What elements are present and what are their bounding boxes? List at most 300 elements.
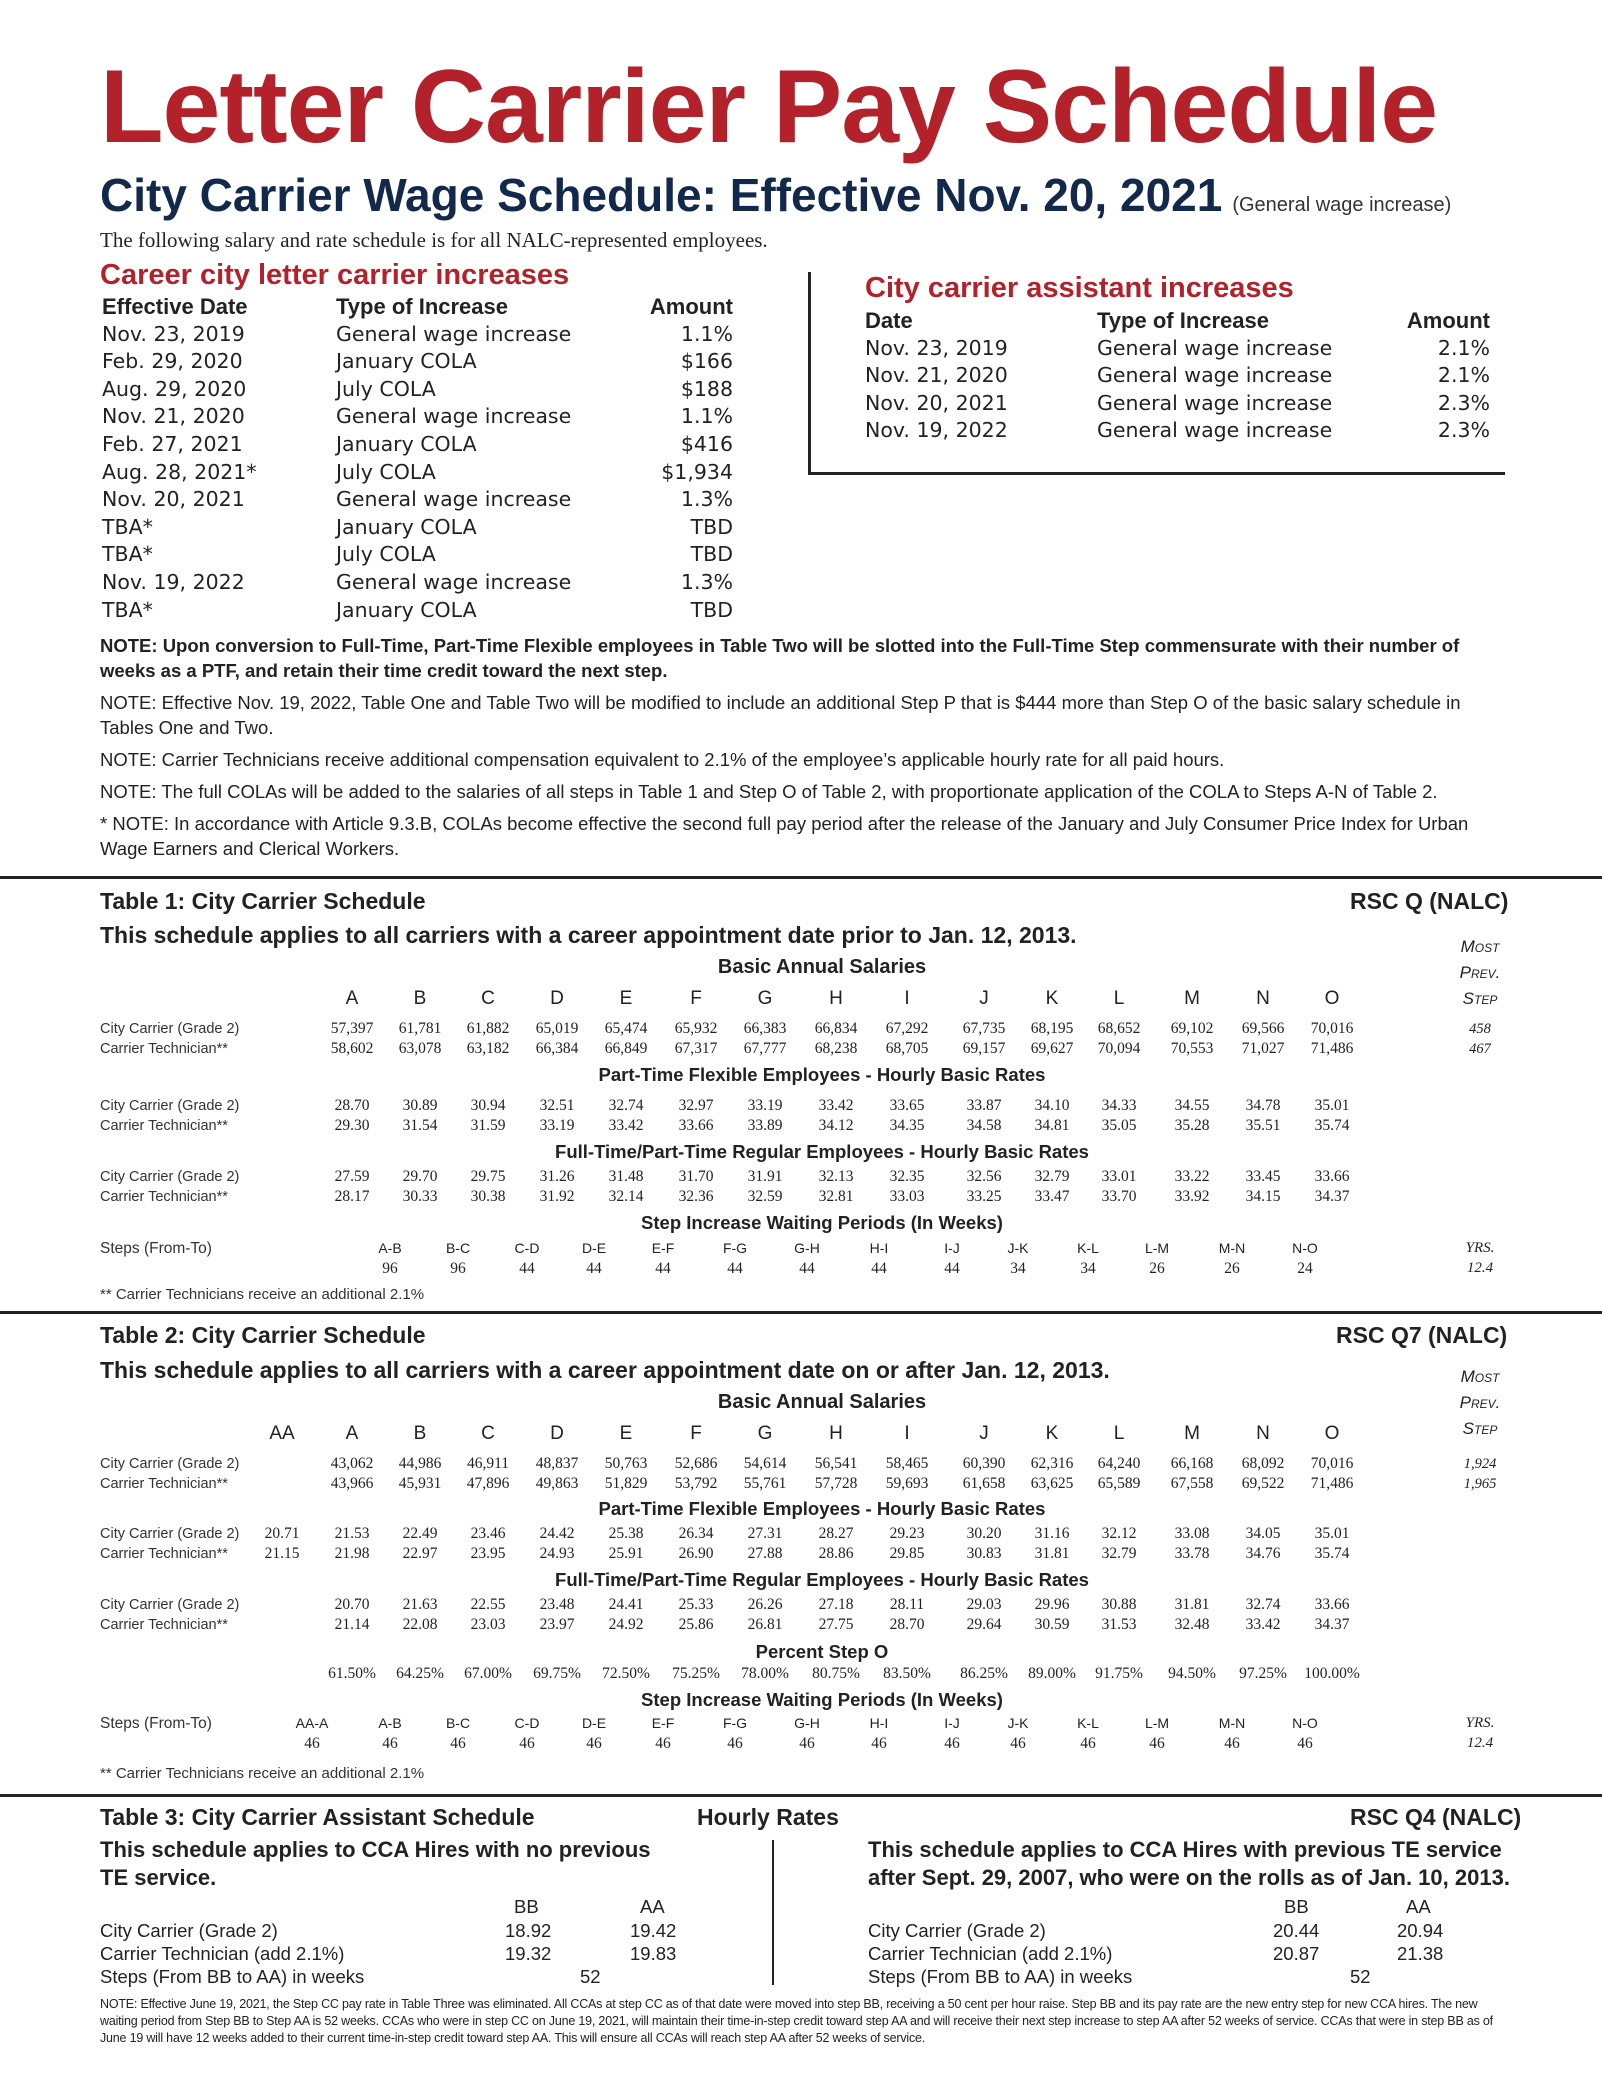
table1-ft-city: 32.35 — [889, 1168, 925, 1185]
note-carrier-technicians: NOTE: Carrier Technicians receive additional compensation equivalent to 2.1% of the employee’s applicable hourly rate for all paid hours. — [100, 749, 1225, 770]
table1-ft-tech: 32.59 — [747, 1188, 783, 1205]
table2-salary-city: 60,390 — [962, 1455, 1006, 1472]
table1-salary-tech: 66,849 — [604, 1040, 648, 1057]
row-label-tech: Carrier Technician** — [100, 1546, 228, 1562]
table2-ft-city: 33.66 — [1314, 1596, 1350, 1613]
table2-pct: 86.25% — [960, 1665, 1008, 1682]
table2-ptf-city: 33.08 — [1174, 1525, 1210, 1542]
table2-step-header: F — [690, 1423, 702, 1444]
table2-ft-tech: 32.48 — [1174, 1616, 1210, 1633]
table1-ptf-city: 28.70 — [334, 1097, 370, 1114]
table2-ft-tech: 23.03 — [470, 1616, 506, 1633]
table3-right-bb: BB — [1284, 1896, 1309, 1917]
table2-pct: 97.25% — [1239, 1665, 1287, 1682]
table2-ft-tech: 21.14 — [334, 1616, 370, 1633]
table2-ptf-city: 31.16 — [1034, 1525, 1070, 1542]
career-col-amount: Amount — [649, 294, 733, 319]
table2-pct: 100.00% — [1304, 1665, 1360, 1682]
row-label-tech: Carrier Technician** — [100, 1041, 228, 1057]
wait-weeks: 34 — [1080, 1260, 1096, 1277]
table1-salary-tech: 70,094 — [1097, 1040, 1141, 1057]
table1-ft-city: 31.70 — [678, 1168, 714, 1185]
wait-step: A-B — [378, 1240, 402, 1256]
career-header-row — [100, 293, 740, 320]
cca-box-left-border — [808, 272, 811, 474]
cca-amount: 2.1% — [1437, 335, 1490, 360]
row-label-tech: Carrier Technician** — [100, 1617, 228, 1633]
table1-ft-tech: 31.92 — [539, 1188, 575, 1205]
table2-ptf-city: 28.27 — [818, 1525, 854, 1542]
table2-top-rule — [0, 1311, 1602, 1314]
table1-title: Table 1: City Carrier Schedule — [100, 888, 426, 914]
table2-mps-label: Most Prev. Step — [1459, 1367, 1501, 1438]
career-row — [100, 459, 740, 486]
table2-aa-header: AA — [269, 1423, 295, 1444]
table1-ft-tech: 28.17 — [334, 1188, 370, 1205]
table2-ptf-tech: 30.83 — [966, 1545, 1002, 1562]
table2-ptf-tech: 35.74 — [1314, 1545, 1350, 1562]
table2-applies: This schedule applies to all carriers with a career appointment date on or after Jan. 12, 2013. — [100, 1357, 1110, 1383]
table1-ft-heading: Full-Time/Part-Time Regular Employees - Hourly Basic Rates — [555, 1141, 1089, 1162]
wait-label: Steps (From-To) — [100, 1715, 212, 1732]
table1-step-header: C — [481, 988, 495, 1009]
table1-footnote: ** Carrier Technicians receive an additional 2.1% — [100, 1286, 425, 1303]
wait-weeks: 46 — [450, 1735, 466, 1752]
table2-ptf-tech: 23.95 — [470, 1545, 506, 1562]
table1-ft-tech: 33.47 — [1034, 1188, 1070, 1205]
table1-mps-label: Most Prev. Step — [1459, 937, 1501, 1008]
table3-left-tech-aa: 19.83 — [630, 1943, 677, 1964]
career-increases-table — [100, 293, 740, 623]
yrs-value: 12.4 — [1466, 1735, 1494, 1751]
table3-left-tech-label: Carrier Technician (add 2.1%) — [100, 1943, 345, 1964]
table2-step-header: K — [1045, 1423, 1059, 1444]
table2-salary-city: 58,465 — [885, 1455, 929, 1472]
table1-salary-city: 66,834 — [814, 1020, 858, 1037]
table1-ptf-tech: 35.51 — [1245, 1117, 1281, 1134]
subtitle-note: (General wage increase) — [1232, 194, 1452, 216]
table2-ft-city: 24.41 — [608, 1596, 644, 1613]
cca-amount: 2.1% — [1437, 363, 1490, 388]
table1-ft-city: 29.70 — [402, 1168, 438, 1185]
table1-mps-tech: 467 — [1469, 1041, 1491, 1057]
table2-step-header: J — [979, 1423, 989, 1444]
career-type: July COLA — [336, 459, 436, 484]
table1-step-header: N — [1256, 988, 1270, 1009]
table2-ft-tech: 34.37 — [1314, 1616, 1350, 1633]
table1-ptf-tech: 33.89 — [747, 1117, 783, 1134]
career-amount: $188 — [680, 376, 733, 401]
cca-date: Nov. 21, 2020 — [865, 363, 1008, 388]
table2-step-header: L — [1113, 1423, 1125, 1444]
table2-ft-tech: 31.53 — [1101, 1616, 1137, 1633]
table3-left-tech-bb: 19.32 — [505, 1943, 552, 1964]
table2-step-header: I — [904, 1423, 910, 1444]
wait-step: K-L — [1077, 1240, 1099, 1256]
wait-step: I-J — [944, 1715, 960, 1731]
table2-ptf-tech: 28.86 — [818, 1545, 854, 1562]
table2-salary-tech: 71,486 — [1310, 1475, 1354, 1492]
table1-ft-city: 33.22 — [1174, 1168, 1210, 1185]
career-type: January COLA — [336, 349, 477, 374]
wait-step: C-D — [514, 1715, 540, 1731]
table2-ft-city: 20.70 — [334, 1596, 370, 1613]
cca-type: General wage increase — [1097, 335, 1333, 360]
table2-basic-heading: Basic Annual Salaries — [717, 1391, 927, 1413]
table1-ptf-city: 35.01 — [1314, 1097, 1350, 1114]
table1-ptf-tech: 34.81 — [1034, 1117, 1070, 1134]
table3-left-steps-label: Steps (From BB to AA) in weeks — [100, 1966, 365, 1987]
table1-ft-tech: 32.36 — [678, 1188, 714, 1205]
wait-step: D-E — [581, 1715, 607, 1731]
table2-step-header: M — [1184, 1423, 1200, 1444]
table1-salary-city: 65,932 — [674, 1020, 718, 1037]
table1-salary-tech: 70,553 — [1170, 1040, 1214, 1057]
table2-pct: 91.75% — [1095, 1665, 1143, 1682]
table2-ft-tech: 29.64 — [966, 1616, 1002, 1633]
career-type: January COLA — [336, 514, 477, 539]
career-type: General wage increase — [336, 404, 572, 429]
table1-ft-city: 33.66 — [1314, 1168, 1350, 1185]
cca-date: Nov. 23, 2019 — [865, 335, 1008, 360]
wait-label: Steps (From-To) — [100, 1240, 212, 1257]
table1-salary-tech: 66,384 — [535, 1040, 579, 1057]
table1-ptf-tech: 35.05 — [1101, 1117, 1137, 1134]
wait-step: G-H — [794, 1240, 820, 1256]
table1-ft-city: 31.26 — [539, 1168, 575, 1185]
table2-ft-city: 29.96 — [1034, 1596, 1070, 1613]
table2-ptf-tech: 22.97 — [402, 1545, 438, 1562]
table3-divider — [772, 1840, 774, 1985]
table2-step-header: N — [1256, 1423, 1270, 1444]
row-label-city: City Carrier (Grade 2) — [100, 1526, 240, 1542]
table2-salary-tech: 43,966 — [330, 1475, 374, 1492]
table3-rsc: RSC Q4 (NALC) — [1350, 1804, 1522, 1830]
table1-ft-city: 33.01 — [1101, 1168, 1137, 1185]
table3-right-applies: This schedule applies to CCA Hires with previous TE service after Sept. 29, 2007, who were on the rolls as of Jan. 10, 2013. — [868, 1837, 1510, 1890]
table2-salary-tech: 47,896 — [466, 1475, 510, 1492]
table2-ft-city: 22.55 — [470, 1596, 506, 1613]
table2-salary-city: 62,316 — [1030, 1455, 1074, 1472]
career-date: TBA* — [102, 542, 153, 567]
career-type: General wage increase — [336, 321, 572, 346]
table1-ft-city: 31.48 — [608, 1168, 644, 1185]
wait-step: L-M — [1144, 1715, 1170, 1731]
table1-salary-tech: 58,602 — [330, 1040, 374, 1057]
table1-step-header: M — [1184, 988, 1200, 1009]
table2-ptf-tech: 21.98 — [334, 1545, 370, 1562]
table1-step-header: G — [757, 988, 773, 1009]
table1-ft-city: 32.79 — [1034, 1168, 1070, 1185]
table1-salary-tech: 71,027 — [1241, 1040, 1285, 1057]
table2-pct-heading: Percent Step O — [755, 1641, 889, 1662]
table1-ptf-city: 32.97 — [678, 1097, 714, 1114]
career-date: TBA* — [102, 514, 153, 539]
wait-weeks: 96 — [450, 1260, 466, 1277]
cca-increases-table — [865, 307, 1495, 447]
career-row — [100, 569, 740, 596]
note-conversion: NOTE: Upon conversion to Full-Time, Part-Time Flexible employees in Table Two will be slotted into the Full-Time Step commensurate with their number of weeks as a PTF, and retain their time credit toward the next step. — [100, 635, 1460, 681]
wait-weeks: 46 — [382, 1735, 398, 1752]
wait-step: N-O — [1292, 1240, 1318, 1256]
table1-ft-tech: 33.25 — [966, 1188, 1002, 1205]
career-amount: $416 — [680, 432, 733, 456]
intro-text: The following salary and rate schedule is for all NALC-represented employees. — [100, 228, 768, 252]
wait-step: M-N — [1218, 1240, 1246, 1256]
table2-ptf-tech: 26.90 — [678, 1545, 714, 1562]
table2-wait-heading: Step Increase Waiting Periods (In Weeks) — [641, 1689, 1003, 1710]
cca-increases-heading: City carrier assistant increases — [865, 272, 1294, 304]
table2-ptf-city: 35.01 — [1314, 1525, 1350, 1542]
wait-weeks: 44 — [727, 1260, 743, 1277]
table2-ptf-city: 24.42 — [539, 1525, 575, 1542]
career-date: Feb. 29, 2020 — [102, 349, 243, 374]
career-row — [100, 348, 740, 375]
career-date: Aug. 29, 2020 — [102, 376, 247, 401]
table2-ft-tech: 28.70 — [889, 1616, 925, 1633]
table3-right-weeks: 52 — [1350, 1966, 1371, 1987]
table2-salary-city: 56,541 — [814, 1455, 858, 1472]
table1-salary-city: 57,397 — [330, 1020, 374, 1037]
table2-pct: 78.00% — [741, 1665, 789, 1682]
table1-salary-tech: 67,317 — [674, 1040, 718, 1057]
table2-step-header: E — [619, 1423, 633, 1444]
table2-ft-tech: 33.42 — [1245, 1616, 1281, 1633]
table2-step-header: B — [413, 1423, 427, 1444]
table2-step-header: A — [345, 1423, 359, 1444]
table2-ptf-tech-aa: 21.15 — [264, 1545, 300, 1562]
cca-type: General wage increase — [1097, 390, 1333, 415]
table2-salary-tech: 45,931 — [398, 1475, 442, 1492]
table2-ptf-city: 29.23 — [889, 1525, 925, 1542]
table2-step-header: D — [550, 1423, 564, 1444]
table1-ptf-city: 34.78 — [1245, 1097, 1281, 1114]
table2-ptf-tech: 25.91 — [608, 1545, 644, 1562]
table1-ptf-city: 33.65 — [889, 1097, 925, 1114]
wait-weeks: 26 — [1149, 1260, 1165, 1277]
page-title: Letter Carrier Pay Schedule — [100, 49, 1438, 165]
table1-ft-city: 27.59 — [334, 1168, 370, 1185]
table2-pct: 80.75% — [812, 1665, 860, 1682]
wait-weeks: 46 — [1010, 1735, 1026, 1752]
table1-ft-tech: 32.81 — [818, 1188, 854, 1205]
table1-salary-city: 65,019 — [535, 1020, 579, 1037]
wait-weeks: 46 — [1080, 1735, 1096, 1752]
table2-pct: 67.00% — [464, 1665, 512, 1682]
table2-salary-city: 46,911 — [466, 1455, 510, 1472]
wait-weeks: 46 — [944, 1735, 960, 1752]
notes-section — [100, 633, 1510, 868]
table2-pct: 89.00% — [1028, 1665, 1076, 1682]
career-type: January COLA — [336, 432, 477, 456]
career-row — [100, 431, 740, 458]
row-label-tech: Carrier Technician** — [100, 1118, 228, 1134]
table2-ptf-tech: 34.76 — [1245, 1545, 1281, 1562]
table1-salary-tech: 68,705 — [885, 1040, 929, 1057]
career-col-type: Type of Increase — [336, 294, 508, 319]
table2-ft-city: 31.81 — [1174, 1596, 1210, 1613]
table1-step-header: H — [829, 988, 843, 1009]
table1-ptf-city: 33.87 — [966, 1097, 1002, 1114]
cca-amount: 2.3% — [1437, 418, 1490, 443]
career-row — [100, 376, 740, 403]
table1-ptf-tech: 34.58 — [966, 1117, 1002, 1134]
cca-row — [865, 390, 1495, 417]
table2-ptf-city: 26.34 — [678, 1525, 714, 1542]
yrs-label: YRS. — [1465, 1240, 1495, 1256]
table2-salary-city: 68,092 — [1241, 1455, 1285, 1472]
table2-pct: 61.50% — [328, 1665, 376, 1682]
yrs-label: YRS. — [1465, 1715, 1495, 1731]
table1-ptf-city: 30.89 — [402, 1097, 438, 1114]
table1-ft-tech: 33.70 — [1101, 1188, 1137, 1205]
wait-step: H-I — [869, 1240, 889, 1256]
wait-weeks: 44 — [655, 1260, 671, 1277]
table1-ptf-tech: 34.35 — [889, 1117, 925, 1134]
cca-date: Nov. 19, 2022 — [865, 418, 1008, 443]
wait-step: N-O — [1292, 1715, 1318, 1731]
table3-right-city-aa: 20.94 — [1397, 1920, 1444, 1941]
wait-weeks: 46 — [655, 1735, 671, 1752]
table2-salary-city: 44,986 — [398, 1455, 442, 1472]
career-amount: 1.1% — [680, 404, 733, 429]
wait-step: B-C — [445, 1715, 471, 1731]
table1-step-header: I — [904, 988, 910, 1009]
table1-salary-city: 61,781 — [398, 1020, 442, 1037]
table2-salary-tech: 49,863 — [535, 1475, 579, 1492]
table1-ft-tech: 33.03 — [889, 1188, 925, 1205]
table1-salary-city: 67,735 — [962, 1020, 1006, 1037]
table1-salary-city: 66,383 — [743, 1020, 787, 1037]
table2-ptf-city: 34.05 — [1245, 1525, 1281, 1542]
table1-salary-tech: 63,182 — [466, 1040, 510, 1057]
table2-pct: 64.25% — [396, 1665, 444, 1682]
table1-step-header: O — [1324, 988, 1340, 1009]
table1-ptf-tech: 33.66 — [678, 1117, 714, 1134]
table1-salary-city: 67,292 — [885, 1020, 929, 1037]
cca-row — [865, 362, 1495, 389]
table2-ptf-tech: 32.79 — [1101, 1545, 1137, 1562]
wait-step: D-E — [581, 1240, 607, 1256]
career-date: TBA* — [102, 597, 153, 622]
table1-ptf-heading: Part-Time Flexible Employees - Hourly Basic Rates — [598, 1064, 1046, 1085]
career-row — [100, 486, 740, 513]
wait-step: A-B — [378, 1715, 402, 1731]
cca-type: General wage increase — [1097, 363, 1333, 388]
career-row — [100, 541, 740, 568]
wait-step: F-G — [722, 1240, 748, 1256]
table1-ptf-tech: 33.19 — [539, 1117, 575, 1134]
wait-step: C-D — [514, 1240, 540, 1256]
table2-ptf-tech: 24.93 — [539, 1545, 575, 1562]
table1-ft-tech: 33.92 — [1174, 1188, 1210, 1205]
table3-left-weeks: 52 — [580, 1966, 601, 1987]
career-row — [100, 514, 740, 541]
subtitle-text: City Carrier Wage Schedule: Effective Nov. 20, 2021 — [100, 169, 1223, 221]
career-date: Aug. 28, 2021* — [102, 459, 257, 484]
table3-right-city-label: City Carrier (Grade 2) — [868, 1920, 1046, 1941]
table1-ft-tech: 34.37 — [1314, 1188, 1350, 1205]
table2-salary-city: 66,168 — [1170, 1455, 1214, 1472]
table2-salary-tech: 65,589 — [1097, 1475, 1141, 1492]
table2-ft-city: 27.18 — [818, 1596, 854, 1613]
wait-weeks: 46 — [727, 1735, 743, 1752]
table1-step-header: B — [413, 988, 427, 1009]
cca-row — [865, 335, 1495, 362]
yrs-value: 12.4 — [1466, 1260, 1494, 1276]
table2-ft-tech: 30.59 — [1034, 1616, 1070, 1633]
table1-ptf-tech: 31.59 — [470, 1117, 506, 1134]
table1-applies: This schedule applies to all carriers with a career appointment date prior to Jan. 12, 2013. — [100, 922, 1077, 948]
table2-salary-city: 54,614 — [743, 1455, 787, 1472]
table2-ft-tech: 25.86 — [678, 1616, 714, 1633]
table3-right-steps-label: Steps (From BB to AA) in weeks — [868, 1966, 1133, 1987]
table2-ft-heading: Full-Time/Part-Time Regular Employees - Hourly Basic Rates — [555, 1569, 1089, 1590]
table2-title: Table 2: City Carrier Schedule — [100, 1322, 426, 1348]
table2-ft-city: 23.48 — [539, 1596, 575, 1613]
note-article: * NOTE: In accordance with Article 9.3.B, COLAs become effective the second full pay period after the release of the January and July Consumer Price Index for Urban Wage Earners and Clerical Workers. — [100, 813, 1469, 859]
wait-weeks: 46 — [1149, 1735, 1165, 1752]
table1-ptf-city: 32.51 — [539, 1097, 575, 1114]
table3-top-rule — [0, 1794, 1602, 1797]
career-amount: TBD — [690, 514, 733, 539]
table1-ptf-tech: 34.12 — [818, 1117, 854, 1134]
table2-ft-city: 26.26 — [747, 1596, 783, 1613]
table1-ptf-city: 33.19 — [747, 1097, 783, 1114]
table2-ptf-tech: 33.78 — [1174, 1545, 1210, 1562]
table3-left-bb: BB — [514, 1896, 539, 1917]
table2-ptf-city: 25.38 — [608, 1525, 644, 1542]
wait-weeks: 46 — [799, 1735, 815, 1752]
table2-ptf-city: 32.12 — [1101, 1525, 1137, 1542]
row-label-city: City Carrier (Grade 2) — [100, 1098, 240, 1114]
table3-right-tech-label: Carrier Technician (add 2.1%) — [868, 1943, 1113, 1964]
table2-ft-city: 32.74 — [1245, 1596, 1281, 1613]
career-amount: 1.3% — [680, 487, 733, 512]
row-label-city: City Carrier (Grade 2) — [100, 1021, 240, 1037]
cca-amount: 2.3% — [1437, 390, 1490, 415]
career-row — [100, 321, 740, 348]
wait-weeks: 44 — [944, 1260, 960, 1277]
table2-ft-tech: 24.92 — [608, 1616, 644, 1633]
table2-salary-tech: 69,522 — [1241, 1475, 1285, 1492]
wait-weeks: 46 — [871, 1735, 887, 1752]
cca-header-row — [865, 307, 1495, 334]
table2-salary-tech: 53,792 — [674, 1475, 718, 1492]
table1-ptf-tech: 35.28 — [1174, 1117, 1210, 1134]
wait-weeks: 46 — [304, 1735, 320, 1752]
note-colas: NOTE: The full COLAs will be added to the salaries of all steps in Table 1 and Step O of Table 2, with proportionate application of the COLA to Steps A-N of Table 2. — [100, 781, 1438, 802]
wait-step: K-L — [1077, 1715, 1099, 1731]
table1-salary-city: 68,652 — [1097, 1020, 1141, 1037]
table2-salary-city: 50,763 — [604, 1455, 648, 1472]
table1-salary-city: 65,474 — [604, 1020, 648, 1037]
wait-weeks: 26 — [1224, 1260, 1240, 1277]
table1-basic-heading: Basic Annual Salaries — [717, 956, 927, 978]
cca-box-bottom-border — [808, 472, 1505, 475]
table1-ptf-city: 34.10 — [1034, 1097, 1070, 1114]
wait-step: AA-A — [295, 1715, 329, 1731]
table1-ptf-tech: 29.30 — [334, 1117, 370, 1134]
table1-ft-tech: 32.14 — [608, 1188, 644, 1205]
career-date: Feb. 27, 2021 — [102, 432, 243, 456]
career-date: Nov. 20, 2021 — [102, 487, 245, 512]
wait-weeks: 46 — [586, 1735, 602, 1752]
table3-left-city-bb: 18.92 — [505, 1920, 552, 1941]
table1-salary-tech: 63,078 — [398, 1040, 442, 1057]
table1-salary-city: 61,882 — [466, 1020, 510, 1037]
cca-col-date: Date — [865, 308, 913, 333]
